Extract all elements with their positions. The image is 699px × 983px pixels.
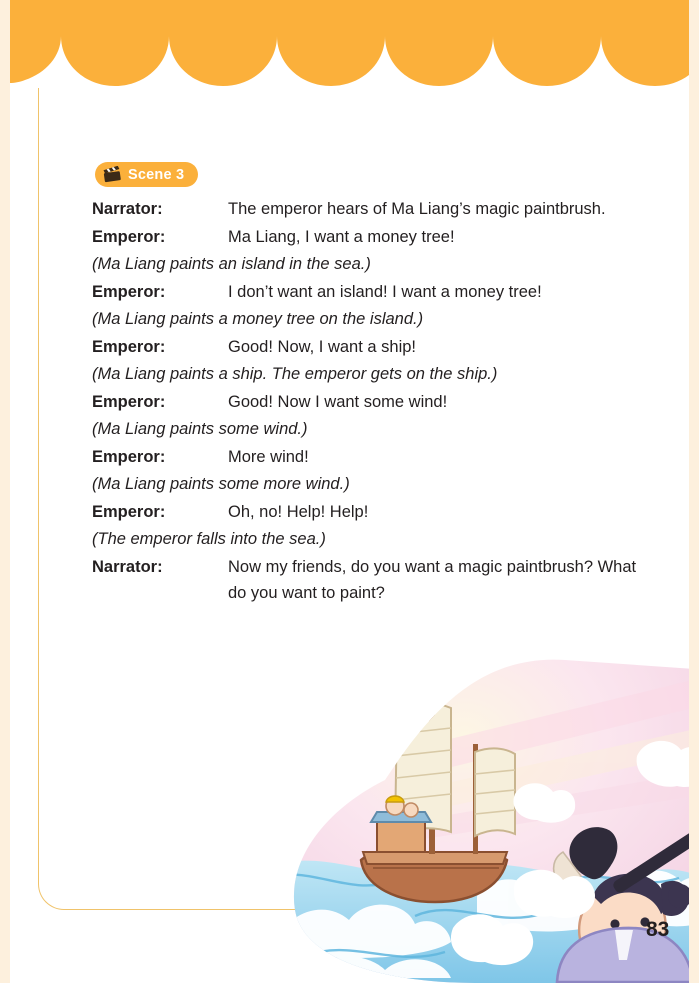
speaker-label: Emperor: [92, 282, 166, 301]
speech-text: The emperor hears of Ma Liang’s magic paintbrush. [228, 200, 606, 218]
speaker-label: Emperor: [92, 337, 166, 356]
stage-direction: (Ma Liang paints some wind.) [92, 420, 308, 438]
script-body [92, 196, 652, 608]
stage-direction: (Ma Liang paints a ship. The emperor gets on the ship.) [92, 365, 498, 383]
script-line [92, 196, 652, 223]
ma-liang-ship-storm-illustration [265, 630, 689, 983]
stage-direction: (Ma Liang paints some more wind.) [92, 475, 350, 493]
speaker-label: Emperor: [92, 227, 166, 246]
scalloped-banner [10, 0, 689, 92]
script-line [92, 554, 652, 607]
speaker-label: Narrator: [92, 557, 163, 576]
speaker-label: Emperor: [92, 392, 166, 411]
stage-direction: (Ma Liang paints a money tree on the island.) [92, 310, 424, 328]
speech-text: Good! Now, I want a ship! [228, 337, 417, 356]
speech-text: Now my friends, do you want a magic paintbrush? What do you want to paint? [228, 557, 637, 602]
stage-direction: (The emperor falls into the sea.) [92, 530, 326, 548]
script-line [92, 279, 652, 306]
scene-badge [95, 162, 198, 187]
scene-label: Scene 3 [128, 166, 185, 183]
speech-text: I don’t want an island! I want a money tree! [228, 282, 542, 301]
stage-direction: (Ma Liang paints an island in the sea.) [92, 255, 371, 273]
speech-text: Good! Now I want some wind! [228, 392, 448, 411]
speech-text: Ma Liang, I want a money tree! [228, 227, 455, 246]
page-number: 83 [646, 918, 670, 941]
script-line [92, 334, 652, 361]
clapperboard-icon [103, 166, 122, 183]
speaker-label: Emperor: [92, 502, 166, 521]
page-sheet [10, 0, 689, 983]
script-line [92, 224, 652, 251]
speech-text: Oh, no! Help! Help! [228, 502, 369, 521]
script-line [92, 444, 652, 471]
speaker-label: Emperor: [92, 447, 166, 466]
speaker-label: Narrator: [92, 200, 163, 218]
script-line [92, 389, 652, 416]
speech-text: More wind! [228, 447, 309, 466]
script-line [92, 499, 652, 526]
